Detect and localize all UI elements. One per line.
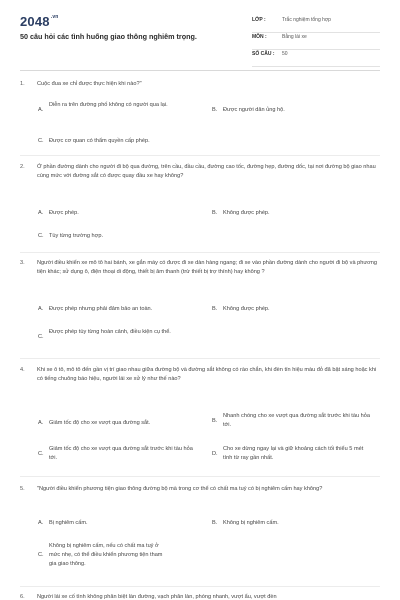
option-label: B.: [212, 210, 218, 216]
meta-key: LỚP :: [252, 17, 266, 23]
meta-value: Bằng lái xe: [282, 34, 307, 40]
option-text: Được phép tùy từng hoàn cảnh, điều kiện cụ thể.: [49, 329, 171, 335]
question-divider: [20, 155, 380, 156]
header-divider: [20, 70, 380, 71]
question-divider: [20, 358, 380, 359]
question-stem: Người điều khiển xe mô tô hai bánh, xe gắn máy có được đi xe dàn hàng ngang; đi xe vào phần đường dành cho người đi bộ và phương tiện khác; sử dụng ô, điện thoại di động, thiết bị âm thanh (trừ thiết bị trợ thính) hay không ?: [37, 260, 377, 275]
question-divider: [20, 476, 380, 477]
question-divider: [20, 252, 380, 253]
question-stem: Người lái xe cố tình không phân biệt làn đường, vạch phân làn, phóng nhanh, vượt ẩu, vượt đèn: [37, 594, 277, 600]
option-label: B.: [212, 306, 218, 312]
question-number: 5.: [20, 486, 25, 492]
question-number: 3.: [20, 260, 25, 266]
meta-value: Trắc nghiệm tổng hợp: [282, 17, 331, 23]
option-label: A.: [38, 306, 44, 312]
option-text: Không bị nghiêm cấm, nếu có chất ma tuý ở mức nhẹ, có thể điều khiển phương tiện tham gia giao thông.: [49, 543, 163, 567]
option-label: A.: [38, 107, 44, 113]
logo-suffix: .vn: [50, 14, 59, 20]
option-label: D.: [212, 451, 218, 457]
option-label: A.: [38, 420, 44, 426]
option-label: C.: [38, 334, 44, 340]
option-text: Giảm tốc độ cho xe vượt qua đường sắt.: [49, 420, 151, 426]
question-number: 1.: [20, 81, 25, 87]
meta-row-count: [252, 48, 380, 67]
option-a[interactable]: [38, 209, 208, 221]
option-text: Cho xe dừng ngay lại và giữ khoảng cách tối thiểu 5 mét tính từ ray gần nhất.: [223, 446, 364, 461]
option-text: Được cơ quan có thẩm quyền cấp phép.: [49, 138, 150, 144]
question-stem: Khi xe ô tô, mô tô đến gần vị trí giao nhau giữa đường bộ và đường sắt không có rào chắn, khi đèn tín hiệu màu đỏ đã bật sáng hoặc khi có tiếng chuông báo hiệu, người lái xe xử lý như thế nào?: [37, 367, 377, 382]
option-a[interactable]: [38, 419, 208, 431]
option-text: Nhanh chóng cho xe vượt qua đường sắt trước khi tàu hỏa tới.: [223, 413, 370, 428]
option-text: Được phép nhưng phải đảm bảo an toàn.: [49, 306, 153, 312]
option-c[interactable]: [38, 542, 208, 572]
option-b[interactable]: [212, 305, 382, 317]
option-label: B.: [212, 520, 218, 526]
option-text: Không được phép.: [223, 306, 270, 312]
option-text: Được người dân ủng hộ.: [223, 107, 285, 113]
option-label: B.: [212, 107, 218, 113]
question-divider: [20, 586, 380, 587]
document-title: 50 câu hỏi các tình huống giao thông nghiêm trọng.: [20, 32, 197, 41]
option-a[interactable]: [38, 519, 208, 531]
option-label: B.: [212, 418, 218, 424]
option-a[interactable]: [38, 101, 208, 121]
option-text: Tùy từng trường hợp.: [49, 233, 104, 239]
option-text: Bị nghiêm cấm.: [49, 520, 88, 526]
option-b[interactable]: [212, 106, 382, 118]
question-6: [20, 593, 382, 600]
option-c[interactable]: [38, 328, 208, 348]
meta-key: SỐ CÂU :: [252, 51, 275, 57]
option-label: C.: [38, 552, 44, 558]
option-label: A.: [38, 520, 44, 526]
question-stem: Cuộc đua xe chỉ được thực hiện khi nào?": [37, 81, 142, 87]
option-a[interactable]: [38, 305, 210, 317]
option-text: Không bị nghiêm cấm.: [223, 520, 279, 526]
option-text: Giảm tốc độ cho xe vượt qua đường sắt trước khi tàu hỏa tới.: [49, 446, 193, 461]
meta-value: 50: [282, 51, 288, 57]
option-label: A.: [38, 210, 44, 216]
option-text: Không được phép.: [223, 210, 270, 216]
question-number: 2.: [20, 164, 25, 170]
option-b[interactable]: [212, 209, 382, 221]
option-b[interactable]: [212, 412, 382, 432]
option-label: C.: [38, 233, 44, 239]
question-stem: "Người điều khiển phương tiện giao thông đường bộ mà trong cơ thể có chất ma tuý có bị nghiêm cấm hay không?: [37, 486, 323, 492]
option-d[interactable]: [212, 445, 382, 465]
option-text: Được phép.: [49, 210, 79, 216]
question-number: 4.: [20, 367, 25, 373]
option-label: C.: [38, 138, 44, 144]
meta-key: MÔN :: [252, 34, 267, 40]
option-b[interactable]: [212, 519, 382, 531]
option-c[interactable]: [38, 137, 338, 149]
brand-logo[interactable]: [20, 14, 59, 29]
question-stem: Ở phần đường dành cho người đi bộ qua đường, trên cầu, đầu cầu, đường cao tốc, đường hẹp, đường dốc, tại nơi đường bộ giao nhau cùng mức với đường sắt có được quay đầu xe hay không?: [37, 164, 376, 179]
option-label: C.: [38, 451, 44, 457]
logo-text: 2048: [20, 14, 50, 29]
option-text: Diễn ra trên đường phố không có người qua lại.: [49, 102, 168, 108]
question-number: 6.: [20, 594, 25, 600]
option-c[interactable]: [38, 445, 208, 465]
option-c[interactable]: [38, 232, 338, 244]
